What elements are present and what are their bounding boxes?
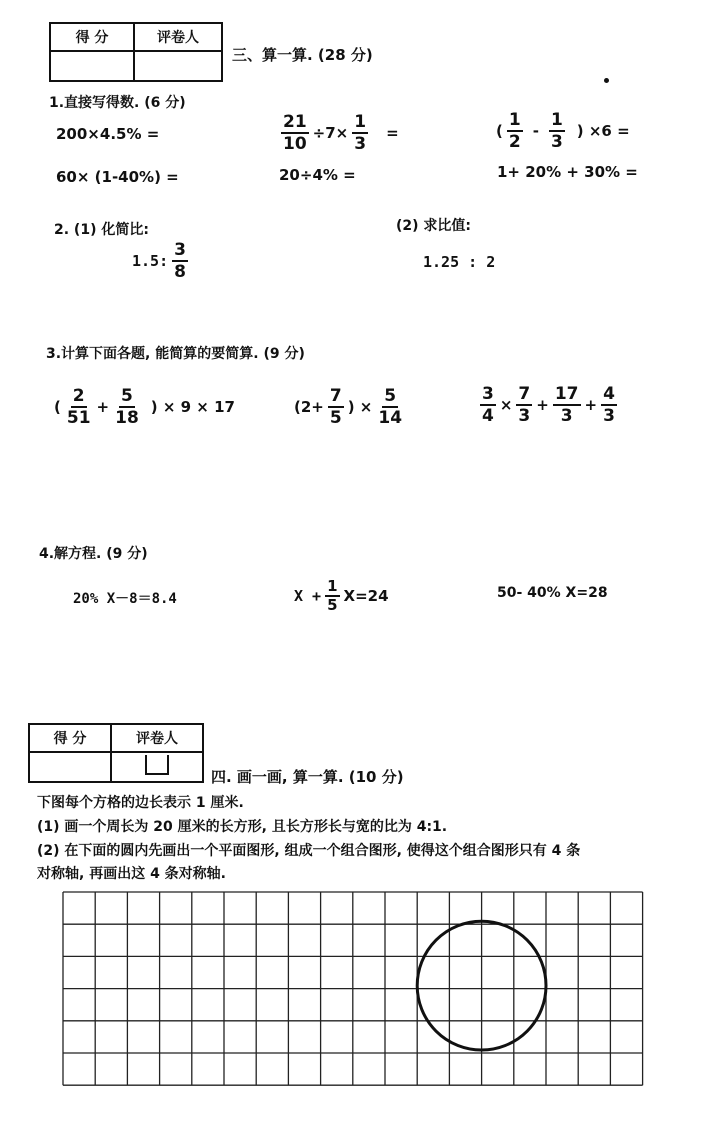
q2-title-1: 2. (1) 化简比: [54, 222, 149, 238]
fraction: $\frac{7}{5}$ [329, 386, 342, 428]
q1-title: 1.直接写得数. (6 分) [49, 95, 186, 111]
fraction: $\frac{5}{14}$ [378, 386, 403, 428]
q3-expr-2: (2+ $\frac{7}{5}$ ) × $\frac{5}{14}$ [294, 386, 403, 428]
score-cell[interactable] [29, 752, 111, 782]
q1-expr-6: 1+ 20% + 30% = [497, 163, 638, 181]
q4-equation-3: 50- 40% X=28 [497, 585, 608, 601]
fraction: $\frac{7}{3}$ [518, 384, 531, 426]
score-table-section3 [49, 22, 223, 82]
fraction: $\frac{17}{3}$ [554, 384, 579, 426]
section4-task-2-line-1: (2) 在下面的圆内先画出一个平面图形, 组成一个组合图形, 使得这个组合图形只有 4 条 [37, 843, 581, 859]
score-table-section4 [28, 723, 204, 783]
score-header: 得 分 [29, 724, 111, 752]
fraction: $\frac{3}{4}$ [482, 384, 494, 426]
q1-expr-3: ( $\frac{1}{2}$ - $\frac{1}{3}$ ) ×6 = [496, 110, 630, 152]
score-cell[interactable] [50, 51, 134, 81]
grader-header: 评卷人 [134, 23, 222, 51]
q4-title: 4.解方程. (9 分) [39, 546, 148, 562]
square-grid[interactable] [62, 891, 644, 1091]
q1-expr-4: 60× (1-40%) = [56, 168, 179, 186]
bracket-mark [145, 755, 169, 775]
section4-task-2-line-2: 对称轴, 再画出这 4 条对称轴. [37, 866, 226, 882]
ink-dot [604, 78, 609, 83]
grader-cell[interactable] [111, 752, 203, 782]
q2-ratio-b: 1.25 : 2 [423, 253, 496, 271]
q3-expr-3: $\frac{3}{4}$ × $\frac{7}{3}$ + $\frac{17}{3}$ + $\frac{4}{3}$ [482, 384, 615, 426]
fraction: $\frac{1}{2}$ [508, 110, 521, 152]
fraction: $\frac{4}{3}$ [603, 384, 615, 426]
q4-equation-1: 20% X－8＝8.4 [73, 591, 177, 607]
q3-title: 3.计算下面各题, 能简算的要简算. (9 分) [46, 346, 305, 362]
q4-equation-2: X + $\frac{1}{5}$ X=24 [294, 577, 389, 614]
grader-header: 评卷人 [111, 724, 203, 752]
q1-expr-1: 200×4.5% = [56, 125, 160, 143]
q2-ratio-a: 1.5: $\frac{3}{8}$ [132, 240, 186, 282]
fraction: $\frac{1}{5}$ [327, 577, 338, 614]
fraction: $\frac{3}{8}$ [174, 240, 186, 282]
q1-expr-2: $\frac{21}{10}$ ÷7× $\frac{1}{3}$ = [283, 112, 399, 154]
fraction: $\frac{21}{10}$ [283, 112, 307, 154]
q3-expr-1: ( $\frac{2}{51}$ + $\frac{5}{18}$ ) × 9 × 17 [54, 386, 235, 428]
score-header: 得 分 [50, 23, 134, 51]
section4-intro: 下图每个方格的边长表示 1 厘米. [37, 795, 244, 811]
fraction: $\frac{1}{3}$ [550, 110, 563, 152]
q1-expr-5: 20÷4% = [279, 166, 356, 184]
section4-title: 四. 画一画, 算一算. (10 分) [211, 768, 404, 786]
fraction: $\frac{5}{18}$ [115, 386, 139, 428]
fraction: $\frac{1}{3}$ [354, 112, 367, 154]
fraction: $\frac{2}{51}$ [66, 386, 91, 428]
grader-cell[interactable] [134, 51, 222, 81]
section3-title: 三、算一算. (28 分) [232, 46, 373, 64]
section4-task-1: (1) 画一个周长为 20 厘米的长方形, 且长方形长与宽的比为 4:1. [37, 819, 448, 835]
q2-title-2: (2) 求比值: [396, 218, 472, 234]
